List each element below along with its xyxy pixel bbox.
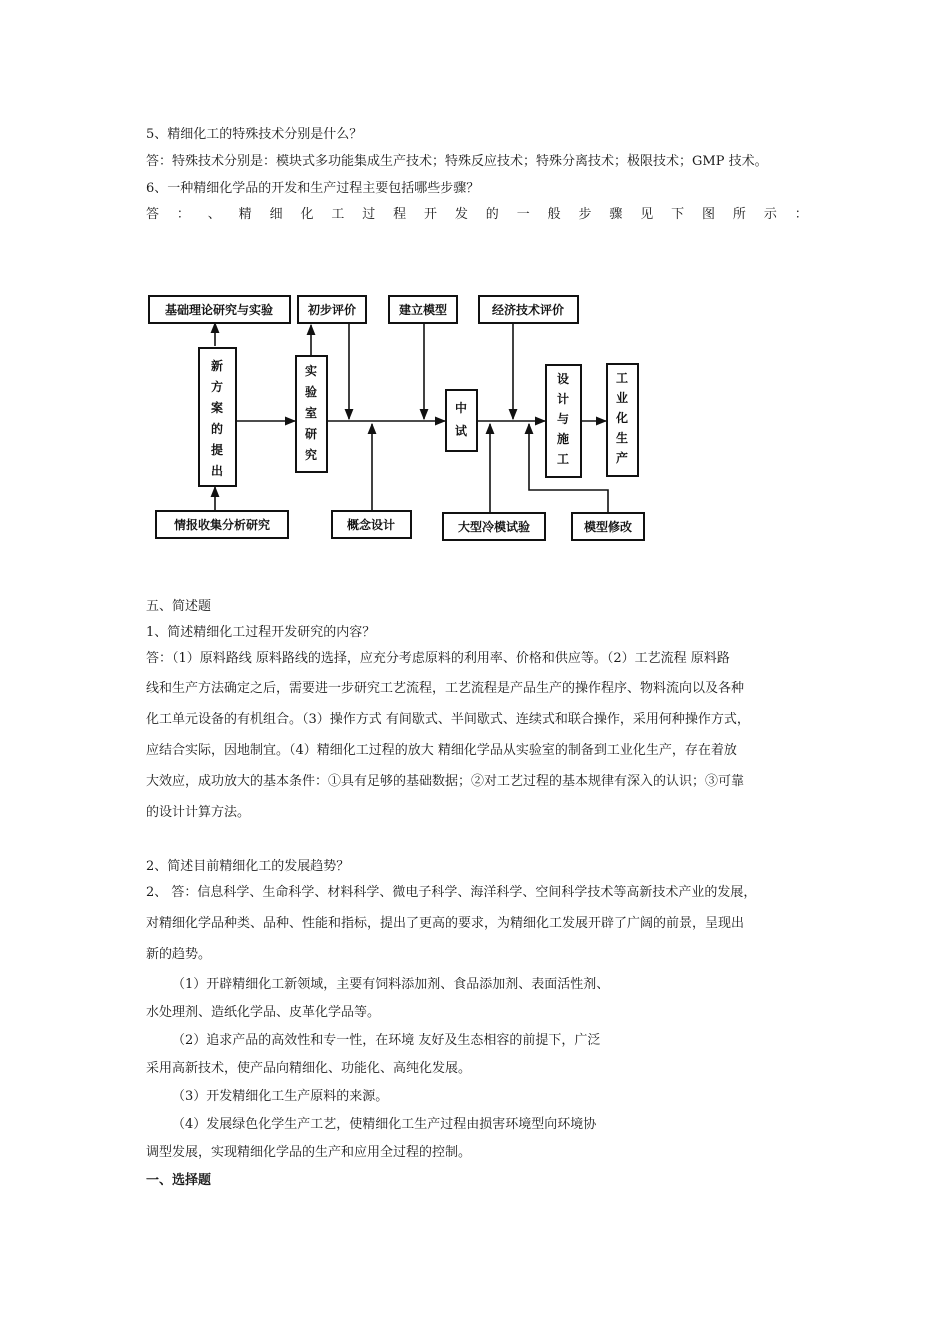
s5-q1-answer-line: 应结合实际，因地制宜。（4）精细化工过程的放大 精细化学品从实验室的制备到工业化生产，存在着放: [146, 743, 737, 758]
s5-q1-answer-line: 线和生产方法确定之后，需要进一步研究工艺流程，工艺流程是产品生产的操作程序、物料流向以及各种: [146, 681, 745, 696]
svg-text:经济技术评价: 经济技术评价: [491, 303, 565, 317]
s5-q2-point: （3）开发精细化工生产原料的来源。: [172, 1089, 389, 1104]
box-build-model: [389, 296, 457, 323]
box-design-construction: [546, 365, 581, 477]
q6-answer-char: 细: [269, 207, 283, 222]
svg-text:方: 方: [210, 380, 224, 394]
q6-answer-char: 骤: [609, 207, 623, 222]
s5-q2-point: 调型发展，实现精细化学品的生产和应用全过程的控制。: [146, 1145, 472, 1160]
box-basic-research: [149, 296, 290, 323]
s5-q2-answer-line: 新的趋势。: [146, 947, 212, 962]
svg-text:化: 化: [615, 411, 629, 425]
box-info-collection: [156, 511, 288, 538]
svg-text:新: 新: [210, 359, 224, 373]
s5-q2-point: （1）开辟精细化工新领域，主要有饲料添加剂、食品添加剂、表面活性剂、: [172, 977, 610, 992]
s5-q1-answer-line: 的设计计算方法。: [146, 805, 251, 820]
box-new-scheme: [199, 348, 236, 486]
q6-answer-char: 过: [362, 207, 376, 222]
box-lab-research: [296, 356, 327, 472]
q5-answer: 答：特殊技术分别是：模块式多功能集成生产技术；特殊反应技术；特殊分离技术；极限技术；GMP 技术。: [146, 154, 768, 169]
s5-q1-answer-line: 答：（1）原料路线 原料路线的选择，应充分考虑原料的利用率、价格和供应等。（2）工艺流程 原料路: [146, 651, 730, 666]
svg-text:实: 实: [304, 364, 318, 378]
q6-answer-char: 工: [331, 207, 345, 222]
q6-answer-char: 示: [763, 207, 777, 222]
q6-answer-char: 程: [393, 207, 407, 222]
svg-text:案: 案: [210, 401, 224, 415]
svg-text:施: 施: [556, 432, 570, 446]
s5-q1-question: 1、简述精细化工过程开发研究的内容？: [146, 625, 376, 640]
svg-text:计: 计: [556, 392, 570, 406]
svg-text:模型修改: 模型修改: [583, 520, 633, 534]
s5-q2-answer-line: 对精细化学品种类、品种、性能和指标，提出了更高的要求，为精细化工发展开辟了广阔的前景，呈现出: [146, 916, 745, 931]
q6-answer-char: ：: [794, 207, 808, 222]
q6-answer-char: 图: [702, 207, 716, 222]
svg-text:验: 验: [304, 385, 318, 399]
q6-answer-char: ：: [176, 207, 190, 222]
svg-text:出: 出: [210, 464, 224, 478]
box-industrial-production: [607, 364, 638, 476]
svg-text:建立模型: 建立模型: [398, 303, 448, 317]
svg-text:大型冷模试验: 大型冷模试验: [457, 520, 531, 534]
q6-question: 6、一种精细化学品的开发和生产过程主要包括哪些步骤？: [146, 181, 480, 196]
svg-text:初步评价: 初步评价: [307, 303, 357, 317]
s5-q2-answer-line: 2、 答：信息科学、生命科学、材料科学、微电子科学、海洋科学、空间科学技术等高新技术产业的发展，: [146, 885, 757, 900]
s5-q2-point: （2）追求产品的高效性和专一性，在环境 友好及生态相容的前提下，广泛: [172, 1033, 601, 1048]
s5-q1-answer-line: 化工单元设备的有机组合。（3）操作方式 有间歇式、半间歇式、连续式和联合操作，采用何种操作方式，: [146, 712, 750, 727]
q6-answer-char: 发: [454, 207, 468, 222]
s5-q1-answer-line: 大效应，成功放大的基本条件：①具有足够的基础数据；②对工艺过程的基本规律有深入的认识；③可靠: [146, 774, 745, 789]
q6-answer-char: 一: [516, 207, 530, 222]
svg-text:研: 研: [304, 427, 318, 441]
q6-answer-char: 开: [424, 207, 438, 222]
svg-text:究: 究: [304, 448, 318, 462]
q6-answer-char: 答: [146, 207, 160, 222]
svg-text:中: 中: [454, 401, 468, 415]
s5-q2-question: 2、简述目前精细化工的发展趋势？: [146, 859, 350, 874]
box-concept-design: [332, 511, 411, 538]
s5-q2-point: 水处理剂、造纸化学品、皮革化学品等。: [146, 1005, 381, 1020]
box-cold-model-test: [443, 513, 545, 540]
svg-text:提: 提: [210, 443, 224, 457]
svg-text:的: 的: [210, 422, 224, 436]
q6-answer-char: 所: [732, 207, 746, 222]
svg-text:设: 设: [556, 372, 570, 386]
q6-answer-char: 下: [671, 207, 685, 222]
s5-q2-point: （4）发展绿色化学生产工艺，使精细化工生产过程由损害环境型向环境协: [172, 1117, 597, 1132]
section5-title: 五、简述题: [146, 599, 212, 614]
q6-answer-char: 、: [207, 207, 221, 222]
box-econ-tech-eval: [479, 296, 578, 323]
svg-text:室: 室: [304, 406, 318, 420]
s5-q2-point: 采用高新技术，使产品向精细化、功能化、高纯化发展。: [146, 1061, 472, 1076]
q6-answer-char: 般: [547, 207, 561, 222]
svg-text:基础理论研究与实验: 基础理论研究与实验: [164, 303, 274, 317]
q5-question: 5、精细化工的特殊技术分别是什么？: [146, 127, 363, 142]
q6-answer-char: 化: [300, 207, 314, 222]
svg-text:生: 生: [615, 431, 629, 445]
svg-text:情报收集分析研究: 情报收集分析研究: [173, 518, 271, 532]
svg-text:业: 业: [615, 391, 629, 405]
svg-text:工: 工: [615, 371, 629, 385]
svg-text:工: 工: [556, 452, 570, 466]
q6-answer-char: 见: [640, 207, 654, 222]
svg-text:概念设计: 概念设计: [346, 518, 396, 532]
q6-answer-char: 步: [578, 207, 592, 222]
q6-answer-char: 的: [485, 207, 499, 222]
q6-answer-char: 精: [238, 207, 252, 222]
svg-text:产: 产: [615, 451, 629, 465]
box-model-modification: [572, 513, 644, 540]
svg-text:试: 试: [454, 424, 468, 438]
section1-title: 一、选择题: [146, 1173, 212, 1188]
box-pilot-test: [446, 390, 477, 451]
svg-text:与: 与: [556, 412, 570, 426]
box-preliminary-eval: [298, 296, 366, 323]
